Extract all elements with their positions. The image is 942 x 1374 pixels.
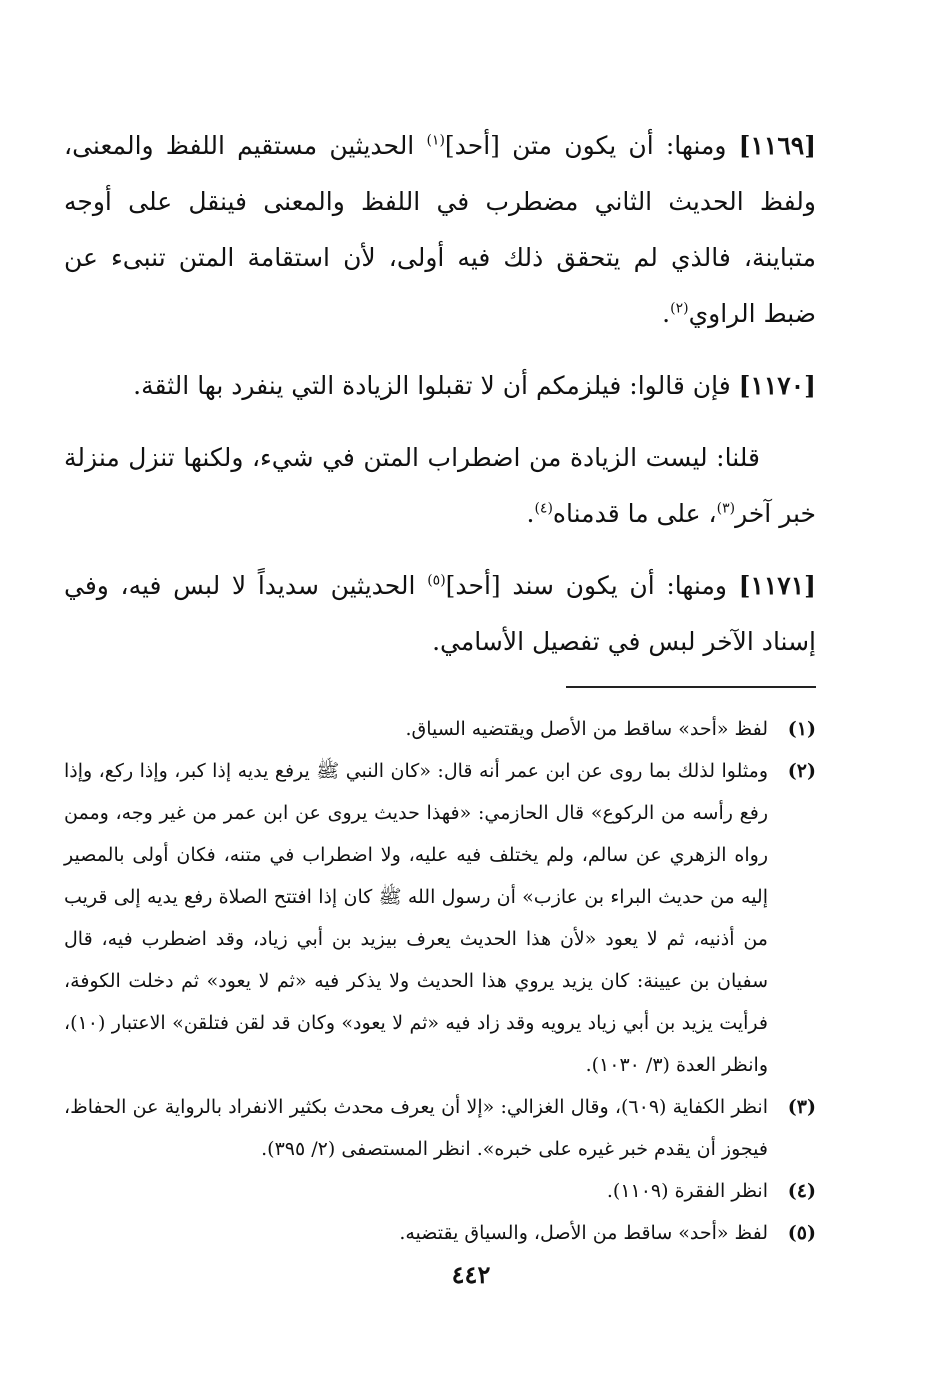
paragraph-reply bbox=[64, 430, 816, 542]
footnote-ref[interactable]: (٤) bbox=[534, 500, 553, 517]
footnote-mark: (٣) bbox=[787, 1096, 816, 1118]
footnote-ref[interactable]: (٣) bbox=[716, 500, 736, 517]
paragraph-text: ومنها: أن يكون متن [أحد] bbox=[444, 131, 727, 160]
paragraph-end: . bbox=[662, 299, 671, 328]
footnote-text: انظر الكفاية (٦٠٩)، وقال الغزالي: «إلا أن يعرف محدث بكثير الانفراد بالرواية عن الحفاظ، فيجوز أن يقدم خبر غيره على خبره». انظر المستصفى (٢/ ٣٩٥). bbox=[64, 1096, 768, 1160]
paragraph-text: الحديثين سديداً لا لبس فيه، وفي إسناد الآخر لبس في تفصيل الأسامي. bbox=[64, 571, 816, 656]
paragraph-number: [١١٧٠] bbox=[738, 371, 816, 400]
paragraph-end: . bbox=[526, 499, 535, 528]
main-text bbox=[64, 118, 816, 670]
footnotes bbox=[64, 708, 816, 1254]
footnote-text: انظر الفقرة (١١٠٩). bbox=[606, 1180, 768, 1202]
footnote-5 bbox=[64, 1212, 816, 1254]
footnote-mark: (٤) bbox=[787, 1180, 816, 1202]
paragraph-1169 bbox=[64, 118, 816, 342]
footnote-mark: (٥) bbox=[787, 1222, 816, 1244]
footnote-divider bbox=[566, 686, 816, 688]
footnote-text: لفظ «أحد» ساقط من الأصل، والسياق يقتضيه. bbox=[399, 1222, 768, 1244]
footnote-text: لفظ «أحد» ساقط من الأصل ويقتضيه السياق. bbox=[405, 718, 768, 740]
paragraph-text: الحديثين مستقيم اللفظ والمعنى، ولفظ الحديث الثاني مضطرب في اللفظ والمعنى فينقل على أوجه متباينة، فالذي لم يتحقق ذلك فيه أولى، لأن استقامة المتن تنبىء عن ضبط الراوي bbox=[64, 131, 816, 328]
footnote-ref[interactable]: (١) bbox=[426, 132, 445, 149]
footnote-mark: (٢) bbox=[787, 760, 816, 782]
footnote-ref[interactable]: (٢) bbox=[670, 300, 689, 317]
footnote-1 bbox=[64, 708, 816, 750]
paragraph-number: [١١٦٩] bbox=[738, 131, 817, 160]
page-number: ٤٤٢ bbox=[451, 1260, 491, 1289]
paragraph-1170 bbox=[64, 358, 816, 414]
paragraph-text: قلنا: ليست الزيادة من اضطراب المتن في شيء، ولكنها تنزل منزلة خبر آخر bbox=[64, 443, 816, 528]
paragraph-text: فإن قالوا: فيلزمكم أن لا تقبلوا الزيادة التي ينفرد بها الثقة. bbox=[133, 371, 731, 400]
footnote-2 bbox=[64, 750, 816, 1086]
footnote-3 bbox=[64, 1086, 816, 1170]
footnote-ref[interactable]: (٥) bbox=[427, 572, 446, 589]
paragraph-number: [١١٧١] bbox=[738, 571, 817, 600]
paragraph-1171 bbox=[64, 558, 816, 670]
paragraph-text: ، على ما قدمناه bbox=[552, 499, 717, 528]
footnote-4 bbox=[64, 1170, 816, 1212]
footnote-text: ومثلوا لذلك بما روى عن ابن عمر أنه قال: «كان النبي ﷺ يرفع يديه إذا كبر، وإذا ركع، وإذا رفع رأسه من الركوع» قال الحازمي: «فهذا حديث يروى عن ابن عمر من غير وجه، وممن رواه الزهري عن سالم، ولم يختلف فيه عليه، ولا اضطراب في متنه، فكان أولى بالمصير إليه من حديث البراء بن عازب» أن رسول الله ﷺ كان إذا افتتح الصلاة رفع يديه إلى قريب من أذنيه، ثم لا يعود «لأن هذا الحديث يعرف بيزيد بن أبي زياد، وقد اضطرب فيه، قال سفيان بن عيينة: كان يزيد يروي هذا الحديث ولا يذكر فيه «ثم لا يعود» ثم دخلت الكوفة، فرأيت يزيد بن أبي زياد يرويه وقد زاد فيه «ثم لا يعود» وكان قد لقن فتلقن» الاعتبار (١٠)، وانظر العدة (٣/ ١٠٣٠). bbox=[64, 760, 768, 1076]
footnote-mark: (١) bbox=[787, 718, 816, 740]
paragraph-text: ومنها: أن يكون سند [أحد] bbox=[445, 571, 727, 600]
